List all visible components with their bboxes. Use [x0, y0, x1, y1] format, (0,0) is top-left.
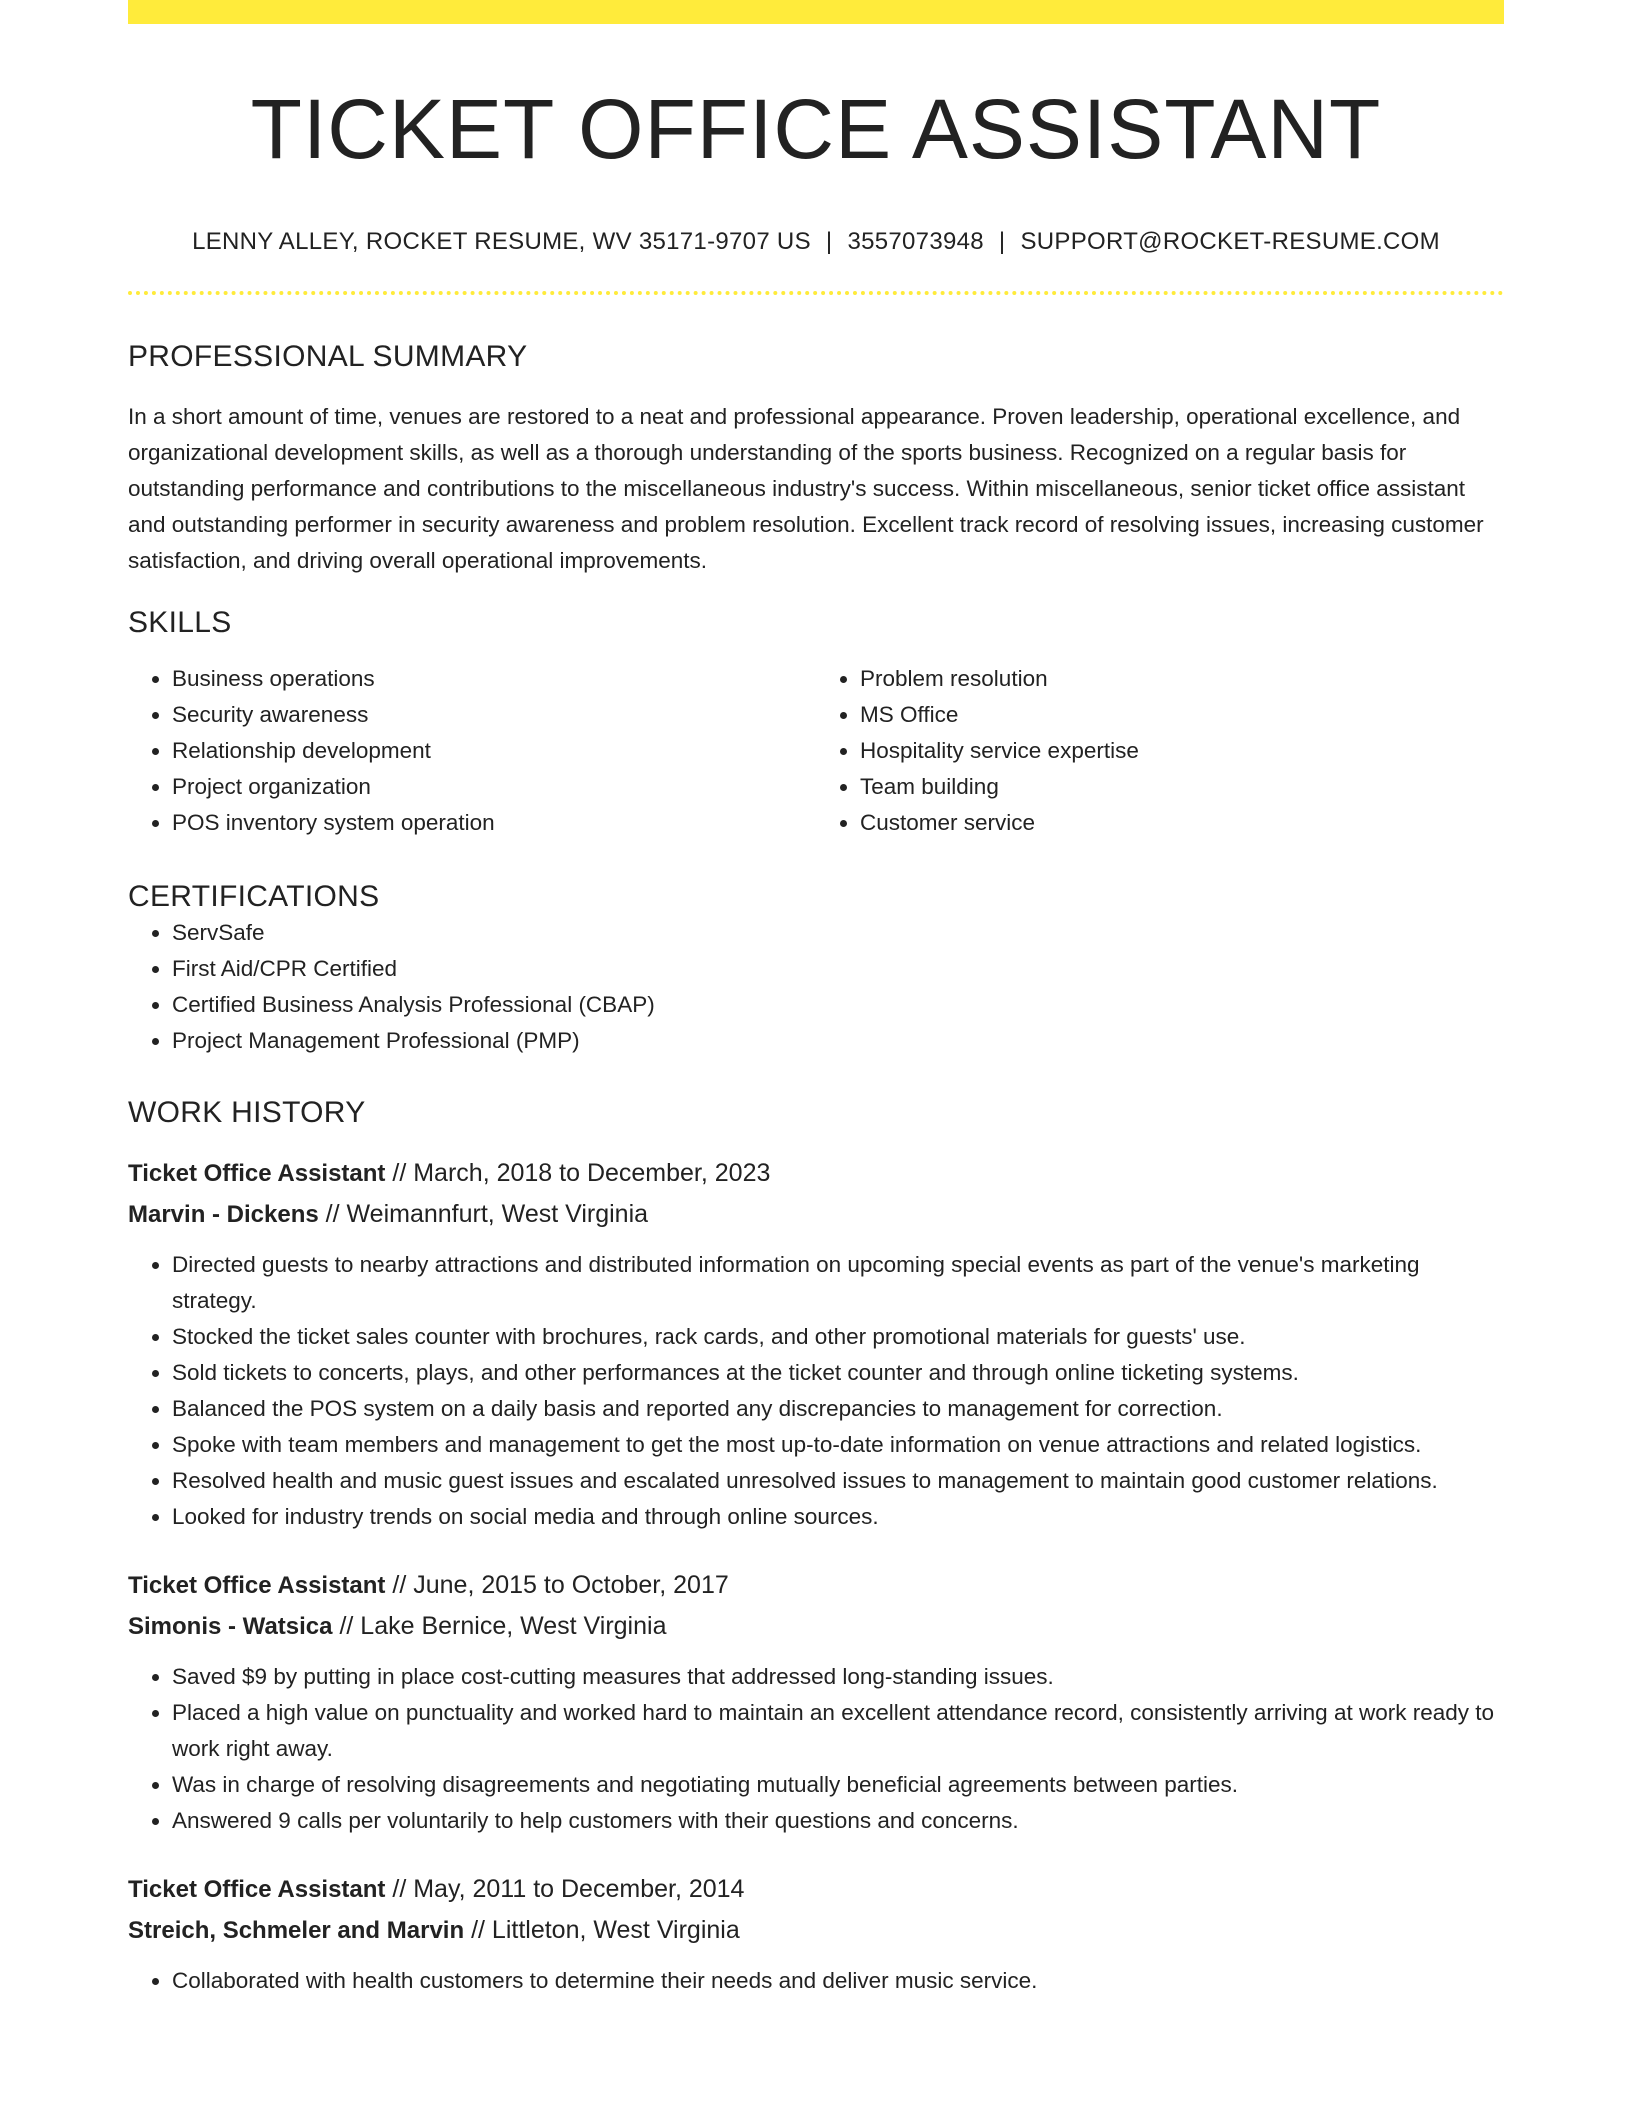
skill-item: • Hospitality service expertise [860, 733, 1504, 769]
job-separator: // [385, 1571, 414, 1599]
job-bullet: • Spoke with team members and management to get the most up-to-date information on venue attractions and related logistics. [172, 1427, 1504, 1463]
job-title-line [128, 1565, 1504, 1606]
skill-item: • Security awareness [172, 697, 816, 733]
job-bullet: • Sold tickets to concerts, plays, and other performances at the ticket counter and through online ticketing systems. [172, 1355, 1504, 1391]
job-bullet: • Looked for industry trends on social media and through online sources. [172, 1499, 1504, 1535]
resume-content [128, 0, 1504, 1999]
job-bullet: • Balanced the POS system on a daily basis and reported any discrepancies to management for correction. [172, 1391, 1504, 1427]
summary-text: In a short amount of time, venues are restored to a neat and professional appearance. Proven leadership, operational excellence, and organizational development skills, as well as a thorough understanding of the sports business. Recognized on a regular basis for outstanding performance and contributions to the miscellaneous industry's success. Within miscellaneous, senior ticket office assistant and outstanding performer in security awareness and problem resolution. Excellent track record of resolving issues, increasing customer satisfaction, and driving overall operational improvements. [128, 404, 1484, 573]
work-history-section [128, 1095, 1504, 1999]
skill-item: • POS inventory system operation [172, 805, 816, 841]
job-company-line [128, 1910, 1504, 1951]
resume-title: TICKET OFFICE ASSISTANT [250, 82, 1382, 176]
job-bullets [128, 1659, 1504, 1839]
job-title-line [128, 1153, 1504, 1194]
certification-item: • Project Management Professional (PMP) [172, 1023, 1504, 1059]
contact-address: LENNY ALLEY, ROCKET RESUME, WV 35171-9707 US [192, 228, 811, 255]
summary-section [128, 339, 1504, 579]
job-separator: // [385, 1159, 414, 1187]
job-location: Lake Bernice, West Virginia [360, 1612, 667, 1640]
contact-email: SUPPORT@ROCKET-RESUME.COM [1020, 228, 1440, 255]
job-dates: May, 2011 to December, 2014 [413, 1875, 745, 1903]
job-company: Simonis - Watsica [128, 1613, 333, 1640]
job-title: Ticket Office Assistant [128, 1876, 386, 1903]
skills-left-list [128, 661, 816, 841]
job-title: Ticket Office Assistant [128, 1572, 386, 1599]
dotted-divider [128, 291, 1504, 295]
skills-columns [128, 661, 1504, 841]
job-dates: March, 2018 to December, 2023 [413, 1159, 771, 1187]
job-bullet: • Stocked the ticket sales counter with brochures, rack cards, and other promotional materials for guests' use. [172, 1319, 1504, 1355]
skill-item: • Team building [860, 769, 1504, 805]
job-location: Weimannfurt, West Virginia [346, 1200, 649, 1228]
contact-separator: | [825, 228, 833, 255]
certification-item: • First Aid/CPR Certified [172, 951, 1504, 987]
job-separator: // [385, 1875, 414, 1903]
contact-line [128, 227, 1504, 257]
certifications-heading: CERTIFICATIONS [128, 880, 380, 913]
contact-separator: | [998, 228, 1006, 255]
job-company-line [128, 1194, 1504, 1235]
certifications-list [128, 915, 1504, 1059]
skills-heading: SKILLS [128, 606, 232, 639]
job-title-line [128, 1869, 1504, 1910]
job-bullet: • Collaborated with health customers to determine their needs and deliver music service. [172, 1963, 1504, 1999]
skill-item: • Project organization [172, 769, 816, 805]
work-history-heading: WORK HISTORY [128, 1096, 366, 1129]
skill-item: • Business operations [172, 661, 816, 697]
job-location: Littleton, West Virginia [491, 1916, 740, 1944]
certification-item: • Certified Business Analysis Professional (CBAP) [172, 987, 1504, 1023]
skill-item: • Relationship development [172, 733, 816, 769]
job-title: Ticket Office Assistant [128, 1160, 386, 1187]
job-entry [128, 1869, 1504, 1999]
job-bullet: • Answered 9 calls per voluntarily to help customers with their questions and concerns. [172, 1803, 1504, 1839]
summary-heading: PROFESSIONAL SUMMARY [128, 340, 528, 373]
job-bullet: • Saved $9 by putting in place cost-cutting measures that addressed long-standing issues. [172, 1659, 1504, 1695]
job-bullets [128, 1247, 1504, 1535]
job-bullet: • Placed a high value on punctuality and worked hard to maintain an excellent attendance record, consistently arriving at work ready to work right away. [172, 1695, 1504, 1767]
job-entry [128, 1153, 1504, 1535]
job-separator: // [318, 1200, 347, 1228]
job-company-line [128, 1606, 1504, 1647]
certifications-section [128, 879, 1504, 1059]
job-company: Streich, Schmeler and Marvin [128, 1917, 465, 1944]
skill-item: • Customer service [860, 805, 1504, 841]
job-company: Marvin - Dickens [128, 1201, 319, 1228]
contact-phone: 3557073948 [847, 228, 984, 255]
skills-section [128, 605, 1504, 841]
job-dates: June, 2015 to October, 2017 [413, 1571, 729, 1599]
job-bullet: • Resolved health and music guest issues and escalated unresolved issues to management to maintain good customer relations. [172, 1463, 1504, 1499]
job-bullets [128, 1963, 1504, 1999]
skill-item: • Problem resolution [860, 661, 1504, 697]
skill-item: • MS Office [860, 697, 1504, 733]
certification-item: • ServSafe [172, 915, 1504, 951]
job-bullet: • Directed guests to nearby attractions and distributed information on upcoming special events as part of the venue's marketing strategy. [172, 1247, 1504, 1319]
job-separator: // [332, 1612, 361, 1640]
skills-right-list [816, 661, 1504, 841]
job-bullet: • Was in charge of resolving disagreements and negotiating mutually beneficial agreements between parties. [172, 1767, 1504, 1803]
job-entry [128, 1565, 1504, 1839]
job-separator: // [464, 1916, 492, 1944]
